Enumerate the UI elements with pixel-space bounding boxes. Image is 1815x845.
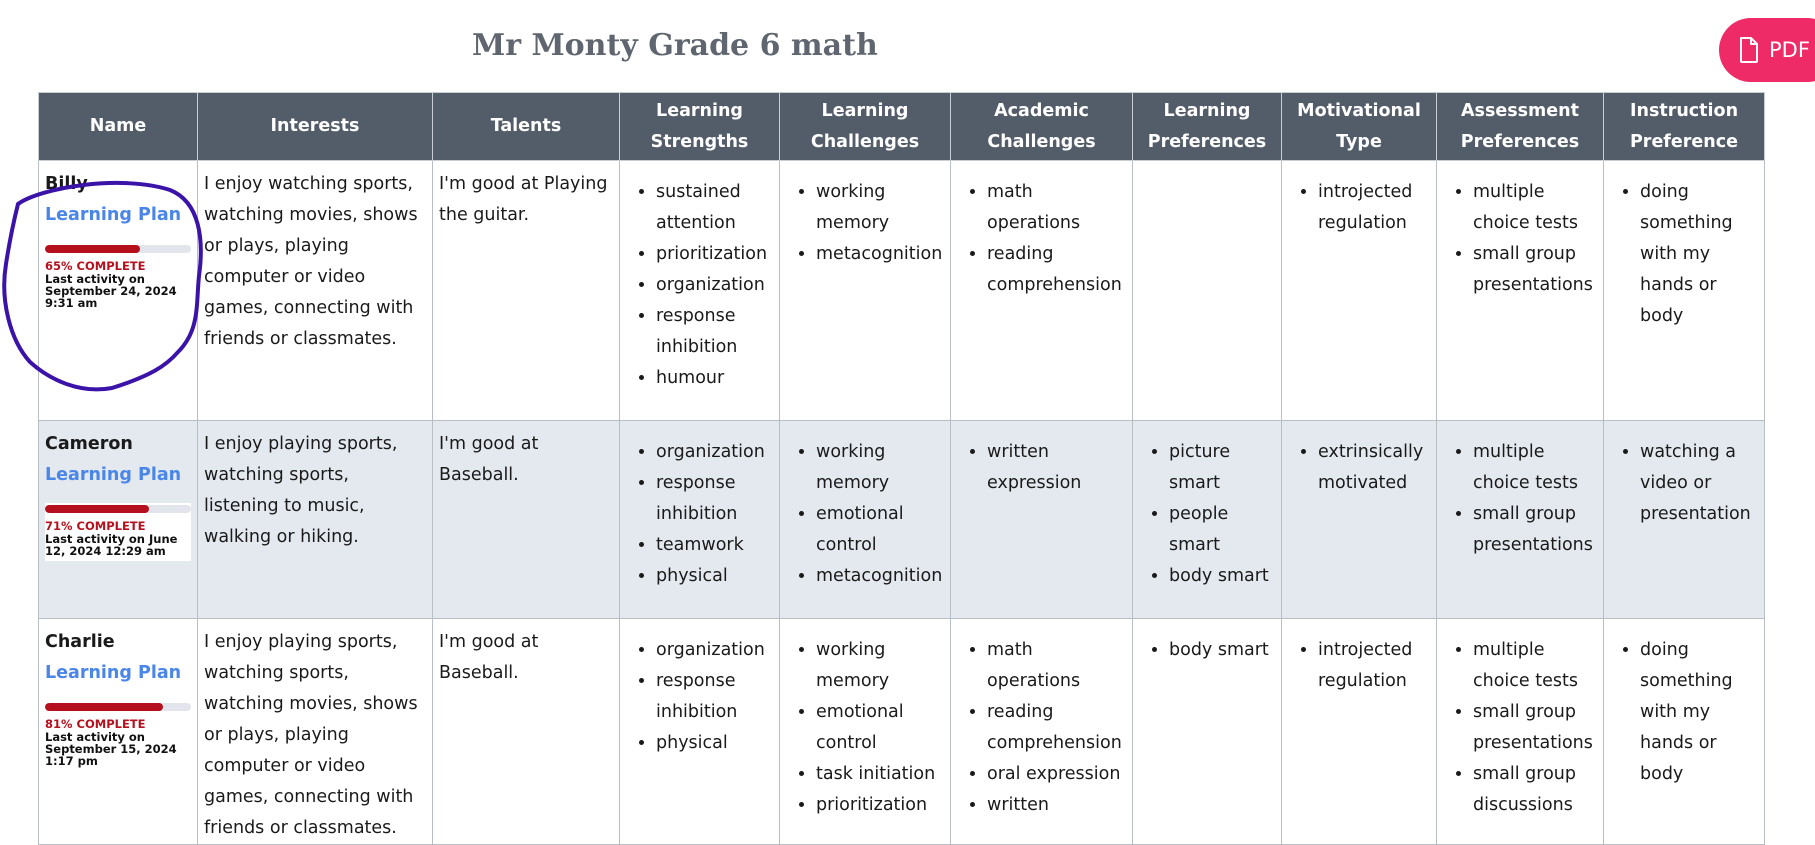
academic-challenges-list — [957, 437, 1126, 499]
progress-label: 71% COMPLETE — [45, 519, 146, 533]
list-item: • doing something with my hands or body — [1640, 177, 1758, 332]
col-header-learning-preferences[interactable]: Learning Preferences — [1133, 93, 1282, 161]
cell-interests: I enjoy watching sports, watching movies, shows or plays, playing computer or video games, connecting with friends or classmates. — [198, 161, 433, 421]
motivational-type-list — [1288, 177, 1430, 239]
learning-strengths-list — [626, 177, 773, 394]
learning-plan-link[interactable]: Learning Plan — [45, 465, 182, 485]
list-item: • working memory — [816, 635, 944, 697]
header-row — [39, 93, 1765, 161]
list-item: • reading comprehension — [987, 239, 1126, 301]
list-item: • math operations — [987, 635, 1126, 697]
list-item: • metacognition — [816, 239, 944, 270]
list-item: • extrinsically motivated — [1318, 437, 1430, 499]
list-item: • metacognition — [816, 561, 944, 592]
list-item: • sustained attention — [656, 177, 773, 239]
progress-card — [45, 503, 191, 561]
list-item: • task initiation — [816, 759, 944, 790]
cell-learning-challenges — [780, 421, 951, 619]
learning-challenges-list — [786, 437, 944, 592]
cell-learning-challenges — [780, 161, 951, 421]
academic-challenges-list — [957, 635, 1126, 821]
list-item: • oral expression — [987, 759, 1126, 790]
list-item: • introjected regulation — [1318, 635, 1430, 697]
list-item: • prioritization — [656, 239, 773, 270]
list-item: • introjected regulation — [1318, 177, 1430, 239]
page-title: Mr Monty Grade 6 math — [472, 28, 878, 63]
list-item: • prioritization — [816, 790, 944, 821]
learning-plan-link[interactable]: Learning Plan — [45, 205, 182, 225]
learning-preferences-list — [1139, 635, 1275, 666]
table-row — [39, 619, 1765, 845]
list-item: • people smart — [1169, 499, 1275, 561]
cell-learning-preferences — [1133, 619, 1282, 845]
learning-plan-link[interactable]: Learning Plan — [45, 663, 182, 683]
list-item: • working memory — [816, 437, 944, 499]
col-header-motivational-type[interactable]: Motivational Type — [1282, 93, 1437, 161]
cell-instruction-preference — [1604, 619, 1765, 845]
col-header-interests[interactable]: Interests — [198, 93, 433, 161]
list-item: • working memory — [816, 177, 944, 239]
cell-name — [39, 161, 198, 421]
col-header-academic-challenges[interactable]: Academic Challenges — [951, 93, 1133, 161]
cell-talents: I'm good at Playing the guitar. — [433, 161, 620, 421]
academic-challenges-list — [957, 177, 1126, 301]
learning-challenges-list — [786, 635, 944, 821]
cell-name — [39, 619, 198, 845]
instruction-preference-list — [1610, 437, 1758, 530]
progress-card — [45, 243, 191, 313]
cell-talents: I'm good at Baseball. — [433, 421, 620, 619]
list-item: • watching a video or presentation — [1640, 437, 1758, 530]
cell-academic-challenges — [951, 421, 1133, 619]
list-item: • teamwork — [656, 530, 773, 561]
learning-strengths-list — [626, 437, 773, 592]
assessment-preferences-list — [1443, 177, 1597, 301]
cell-assessment-preferences — [1437, 161, 1604, 421]
list-item: • response inhibition — [656, 666, 773, 728]
cell-learning-challenges — [780, 619, 951, 845]
cell-learning-strengths — [620, 421, 780, 619]
last-activity: Last activity on June 12, 2024 12:29 am — [45, 532, 178, 558]
list-item: • written — [987, 790, 1126, 821]
list-item: • physical — [656, 728, 773, 759]
list-item: • multiple choice tests — [1473, 437, 1597, 499]
cell-interests: I enjoy playing sports, watching sports, listening to music, walking or hiking. — [198, 421, 433, 619]
progress-bar — [45, 703, 191, 711]
list-item: • response inhibition — [656, 468, 773, 530]
list-item: • small group presentations — [1473, 697, 1597, 759]
list-item: • small group presentations — [1473, 239, 1597, 301]
list-item: • humour — [656, 363, 773, 394]
list-item: • written expression — [987, 437, 1126, 499]
list-item: • math operations — [987, 177, 1126, 239]
list-item: • emotional control — [816, 697, 944, 759]
list-item: • reading comprehension — [987, 697, 1126, 759]
col-header-name[interactable]: Name — [39, 93, 198, 161]
list-item: • small group discussions — [1473, 759, 1597, 821]
progress-label: 81% COMPLETE — [45, 717, 146, 731]
list-item: • emotional control — [816, 499, 944, 561]
col-header-assessment-preferences[interactable]: Assessment Preferences — [1437, 93, 1604, 161]
cell-learning-preferences — [1133, 421, 1282, 619]
cell-name — [39, 421, 198, 619]
motivational-type-list — [1288, 635, 1430, 697]
progress-bar — [45, 505, 191, 513]
col-header-learning-strengths[interactable]: Learning Strengths — [620, 93, 780, 161]
table-row — [39, 421, 1765, 619]
table-row — [39, 161, 1765, 421]
list-item: • organization — [656, 635, 773, 666]
list-item: • response inhibition — [656, 301, 773, 363]
list-item: • physical — [656, 561, 773, 592]
cell-assessment-preferences — [1437, 619, 1604, 845]
progress-bar — [45, 245, 191, 253]
col-header-learning-challenges[interactable]: Learning Challenges — [780, 93, 951, 161]
col-header-talents[interactable]: Talents — [433, 93, 620, 161]
list-item: • body smart — [1169, 561, 1275, 592]
list-item: • small group presentations — [1473, 499, 1597, 561]
list-item: • multiple choice tests — [1473, 177, 1597, 239]
learning-preferences-list — [1139, 437, 1275, 592]
last-activity: Last activity on September 24, 2024 9:31 am — [45, 272, 177, 310]
list-item: • multiple choice tests — [1473, 635, 1597, 697]
student-name: Billy — [45, 174, 88, 194]
learning-challenges-list — [786, 177, 944, 270]
cell-motivational-type — [1282, 421, 1437, 619]
student-name: Charlie — [45, 632, 115, 652]
list-item: • organization — [656, 437, 773, 468]
cell-learning-preferences — [1133, 161, 1282, 421]
progress-card — [45, 701, 191, 771]
pdf-export-button[interactable] — [1719, 18, 1815, 82]
cell-instruction-preference — [1604, 421, 1765, 619]
cell-academic-challenges — [951, 161, 1133, 421]
progress-fill — [45, 703, 163, 711]
cell-interests: I enjoy playing sports, watching sports, watching movies, shows or plays, playing computer or video games, connecting with friends or classmates. — [198, 619, 433, 845]
students-table — [38, 92, 1765, 845]
cell-instruction-preference — [1604, 161, 1765, 421]
assessment-preferences-list — [1443, 437, 1597, 561]
cell-learning-strengths — [620, 161, 780, 421]
cell-motivational-type — [1282, 161, 1437, 421]
cell-academic-challenges — [951, 619, 1133, 845]
cell-learning-strengths — [620, 619, 780, 845]
list-item: • body smart — [1169, 635, 1275, 666]
instruction-preference-list — [1610, 177, 1758, 332]
progress-fill — [45, 505, 149, 513]
file-icon — [1739, 37, 1759, 63]
last-activity: Last activity on September 15, 2024 1:17 pm — [45, 730, 177, 768]
cell-motivational-type — [1282, 619, 1437, 845]
list-item: • doing something with my hands or body — [1640, 635, 1758, 790]
assessment-preferences-list — [1443, 635, 1597, 821]
progress-fill — [45, 245, 140, 253]
motivational-type-list — [1288, 437, 1430, 499]
learning-strengths-list — [626, 635, 773, 759]
cell-talents: I'm good at Baseball. — [433, 619, 620, 845]
instruction-preference-list — [1610, 635, 1758, 790]
list-item: • organization — [656, 270, 773, 301]
cell-assessment-preferences — [1437, 421, 1604, 619]
pdf-label: PDF — [1769, 38, 1810, 62]
col-header-instruction-preference[interactable]: Instruction Preference — [1604, 93, 1765, 161]
student-name: Cameron — [45, 434, 133, 454]
progress-label: 65% COMPLETE — [45, 259, 146, 273]
list-item: • picture smart — [1169, 437, 1275, 499]
